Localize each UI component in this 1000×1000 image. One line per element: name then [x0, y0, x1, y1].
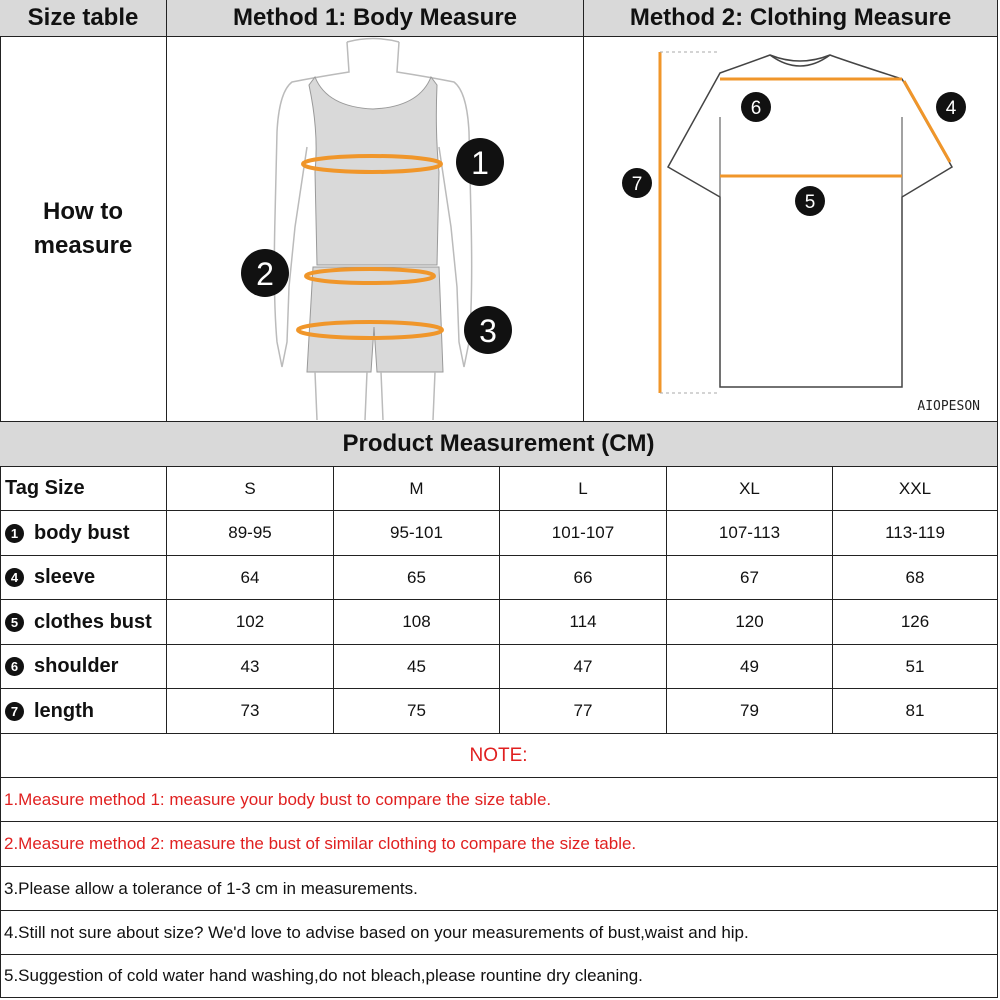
table-cell: 77 [500, 689, 667, 734]
svg-text:3: 3 [479, 313, 497, 349]
row-label-length: 7 length [0, 689, 167, 734]
note-item-4: 4.Still not sure about size? We'd love to advise based on your measurements of bust,waist and hip. [0, 911, 998, 955]
table-cell: 79 [667, 689, 833, 734]
table-cell: 47 [500, 645, 667, 689]
number-badge: 6 [5, 657, 24, 676]
method1-header: Method 1: Body Measure [167, 0, 584, 37]
svg-text:6: 6 [750, 98, 762, 119]
table-cell: 65 [334, 556, 500, 600]
table-cell: 68 [833, 556, 998, 600]
tag-size-label: Tag Size [0, 467, 167, 511]
size-header-l: L [500, 467, 667, 511]
table-cell: 102 [167, 600, 334, 645]
row-label-shoulder: 6 shoulder [0, 645, 167, 689]
note-item-3: 3.Please allow a tolerance of 1-3 cm in measurements. [0, 867, 998, 911]
table-cell: 126 [833, 600, 998, 645]
table-cell: 43 [167, 645, 334, 689]
svg-text:7: 7 [631, 174, 643, 195]
size-header-xxl: XXL [833, 467, 998, 511]
marker-1 [456, 138, 504, 186]
method2-header: Method 2: Clothing Measure [584, 0, 998, 37]
note-item-5: 5.Suggestion of cold water hand washing,do not bleach,please rountine dry cleaning. [0, 955, 998, 998]
svg-text:2: 2 [256, 256, 274, 292]
marker-2 [241, 249, 289, 297]
marker-4 [936, 92, 966, 122]
marker-6 [741, 92, 771, 122]
clothing-measure-panel [584, 37, 998, 422]
note-item-2: 2.Measure method 2: measure the bust of similar clothing to compare the size table. [0, 822, 998, 867]
table-cell: 81 [833, 689, 998, 734]
table-cell: 45 [334, 645, 500, 689]
size-header-s: S [167, 467, 334, 511]
table-cell: 108 [334, 600, 500, 645]
table-cell: 114 [500, 600, 667, 645]
body-figure-illustration [167, 37, 582, 420]
body-measure-panel [167, 37, 584, 422]
table-cell: 101-107 [500, 511, 667, 556]
note-title: NOTE: [0, 734, 998, 778]
how-to-line1: How to [43, 198, 123, 225]
table-cell: 113-119 [833, 511, 998, 556]
number-badge: 5 [5, 613, 24, 632]
table-cell: 75 [334, 689, 500, 734]
marker-7 [622, 168, 652, 198]
marker-3 [464, 306, 512, 354]
table-cell: 64 [167, 556, 334, 600]
table-cell: 49 [667, 645, 833, 689]
how-to-line2: measure [33, 232, 133, 259]
table-cell: 73 [167, 689, 334, 734]
number-badge: 1 [5, 524, 24, 543]
number-badge: 7 [5, 702, 24, 721]
svg-text:5: 5 [804, 192, 816, 213]
number-badge: 4 [5, 568, 24, 587]
size-table-header: Size table [0, 0, 167, 37]
note-item-1: 1.Measure method 1: measure your body bust to compare the size table. [0, 778, 998, 822]
svg-text:4: 4 [945, 98, 957, 119]
table-cell: 107-113 [667, 511, 833, 556]
size-header-xl: XL [667, 467, 833, 511]
row-label-body-bust: 1 body bust [0, 511, 167, 556]
table-cell: 67 [667, 556, 833, 600]
table-cell: 51 [833, 645, 998, 689]
row-label-clothes-bust: 5 clothes bust [0, 600, 167, 645]
how-to-measure-label [0, 37, 167, 422]
row-label-sleeve: 4 sleeve [0, 556, 167, 600]
table-cell: 66 [500, 556, 667, 600]
table-cell: 89-95 [167, 511, 334, 556]
table-cell: 95-101 [334, 511, 500, 556]
tshirt-illustration [584, 37, 996, 420]
table-cell: 120 [667, 600, 833, 645]
table-title: Product Measurement (CM) [0, 422, 998, 467]
marker-5 [795, 186, 825, 216]
svg-text:1: 1 [471, 145, 489, 181]
brand-watermark: AIOPESON [917, 399, 980, 414]
size-header-m: M [334, 467, 500, 511]
